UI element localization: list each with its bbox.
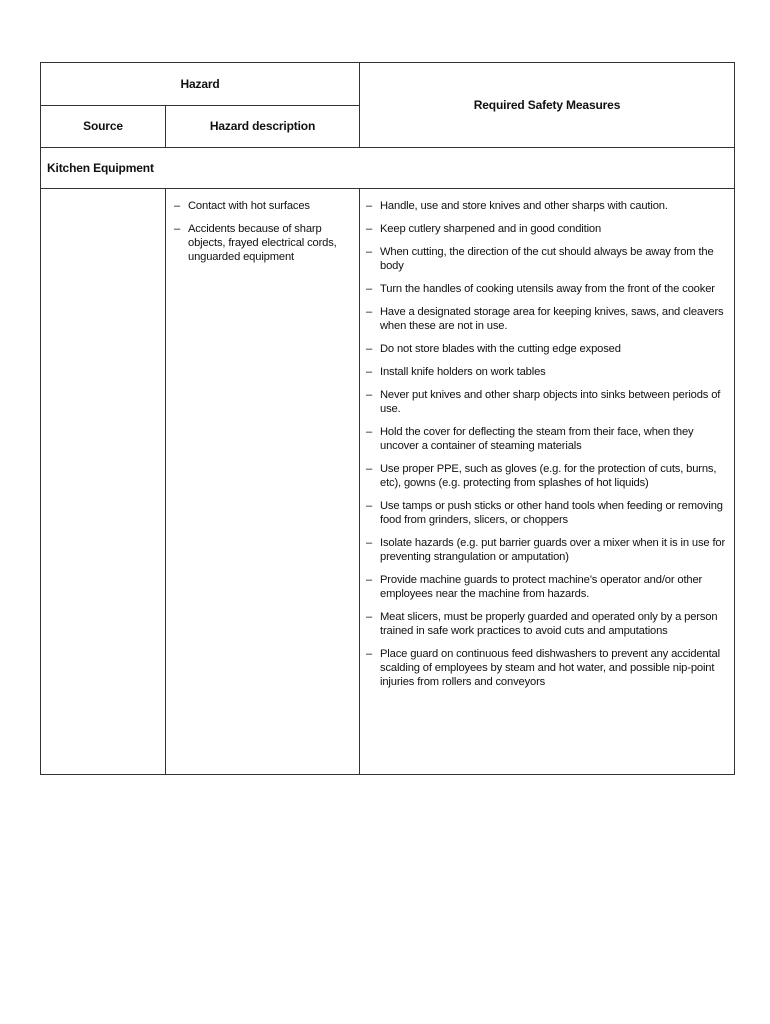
safety-measure-item: – Keep cutlery sharpened and in good condition [380,222,728,236]
hazard-safety-table [40,62,735,775]
hazard-content-row [41,189,735,775]
hazard-description-list [166,199,359,264]
safety-measures-list [360,199,734,689]
safety-measure-item: – Turn the handles of cooking utensils away from the front of the cooker [380,282,728,296]
safety-measure-item: – Provide machine guards to protect machine’s operator and/or other employees near the machine from hazards. [380,573,728,601]
hazard-header: Hazard [41,63,360,106]
hazard-description-item: – Contact with hot surfaces [188,199,351,213]
safety-measure-item: – Install knife holders on work tables [380,365,728,379]
safety-measures-cell [360,189,735,775]
source-header: Source [41,106,166,148]
section-title-kitchen-equipment: Kitchen Equipment [41,148,735,189]
hazard-description-item: – Accidents because of sharp objects, frayed electrical cords, unguarded equipment [188,222,351,264]
safety-measure-item: – Have a designated storage area for keeping knives, saws, and cleavers when these are not in use. [380,305,728,333]
hazard-description-cell [166,189,360,775]
safety-measure-item: – When cutting, the direction of the cut should always be away from the body [380,245,728,273]
safety-measure-item: – Place guard on continuous feed dishwashers to prevent any accidental scalding of employees by steam and hot water, and possible nip-point injuries from rollers and conveyors [380,647,728,689]
header-row-hazard [41,63,735,106]
section-row-kitchen-equipment [41,148,735,189]
safety-measure-item: – Meat slicers, must be properly guarded and operated only by a person trained in safe work practices to avoid cuts and amputations [380,610,728,638]
safety-measure-item: – Isolate hazards (e.g. put barrier guards over a mixer when it is in use for preventing strangulation or amputation) [380,536,728,564]
source-cell [41,189,166,775]
safety-measure-item: – Use proper PPE, such as gloves (e.g. for the protection of cuts, burns, etc), gowns (e.g. protecting from splashes of hot liquids) [380,462,728,490]
required-safety-measures-header: Required Safety Measures [360,63,735,148]
safety-measure-item: – Handle, use and store knives and other sharps with caution. [380,199,728,213]
safety-measure-item: – Hold the cover for deflecting the steam from their face, when they uncover a container of steaming materials [380,425,728,453]
hazard-safety-table-wrapper [40,62,734,775]
safety-measure-item: – Use tamps or push sticks or other hand tools when feeding or removing food from grinders, slicers, or choppers [380,499,728,527]
safety-measure-item: – Never put knives and other sharp objects into sinks between periods of use. [380,388,728,416]
hazard-description-header: Hazard description [166,106,360,148]
safety-measure-item: – Do not store blades with the cutting edge exposed [380,342,728,356]
